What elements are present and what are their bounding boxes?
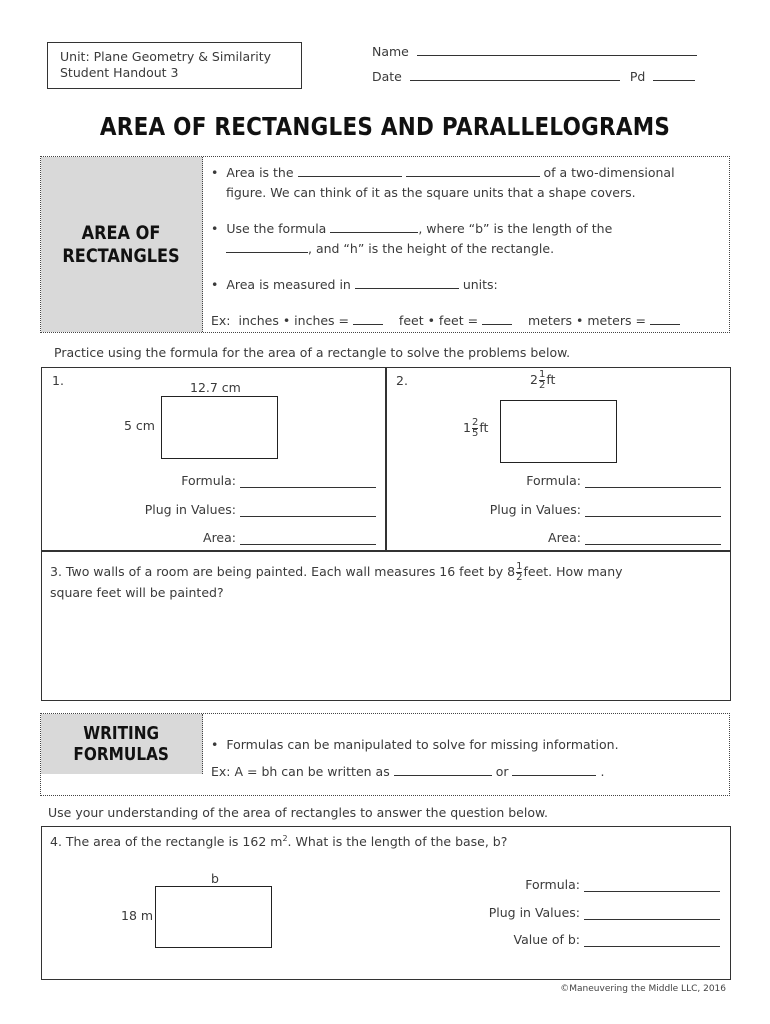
ex-feet: feet • feet =: [398, 313, 479, 328]
p2-width-den: 2: [538, 380, 546, 391]
writing-formulas-section: [40, 713, 730, 796]
bullet-units: • Area is measured in units:: [211, 277, 498, 292]
writing-example: [211, 762, 726, 782]
problem-4-plug-field[interactable]: [584, 919, 720, 920]
b3-end: units:: [462, 277, 498, 292]
problem-2-width-label: [530, 370, 555, 391]
writing-ex-or: or: [495, 764, 509, 779]
writing-label-line2: FORMULAS: [73, 744, 170, 765]
p4-text-b: . What is the length of the base, b?: [287, 834, 508, 850]
problem-4-value-field[interactable]: [584, 946, 720, 947]
p3-line2: square feet will be painted?: [50, 585, 224, 600]
p3-frac-den: 2: [516, 572, 523, 583]
p2-width-fraction: [539, 370, 545, 391]
writing-section-label: [41, 714, 203, 774]
area-of-rectangles-section: [40, 156, 730, 333]
problem-4-value-label: Value of b:: [513, 932, 580, 947]
date-field[interactable]: [410, 67, 620, 81]
units-example: [211, 311, 731, 331]
blank-sq-inches[interactable]: [353, 311, 383, 325]
problem-1-height-label: 5 cm: [124, 418, 155, 433]
area-label-line1: AREA OF: [82, 221, 161, 244]
blank-rewrite-2[interactable]: [512, 762, 596, 776]
p2-width-num: 1: [538, 369, 546, 380]
b3-start: Area is measured in: [226, 277, 351, 292]
b2-mid: , where “b” is the length of the: [418, 221, 613, 236]
problem-2-rectangle: [500, 400, 617, 463]
problem-4-formula-field[interactable]: [584, 891, 720, 892]
name-field[interactable]: [417, 42, 697, 56]
problem-4-formula-label: Formula:: [525, 877, 580, 892]
handout-line: Student Handout 3: [60, 65, 179, 80]
practice-instruction: Practice using the formula for the area of a rectangle to solve the problems below.: [54, 345, 571, 360]
name-label: Name: [372, 44, 409, 59]
copyright-footer: ©Maneuvering the Middle LLC, 2016: [560, 984, 726, 994]
p3-text-a: 3. Two walls of a room are being painted. Each wall measures 16 feet by 8: [50, 564, 516, 579]
problem-1-area-field[interactable]: [240, 544, 376, 545]
blank-rewrite-1[interactable]: [394, 762, 492, 776]
writing-ex-start: Ex: A = bh can be written as: [211, 764, 390, 779]
b2-start: Use the formula: [226, 221, 327, 236]
ex-inches: inches • inches =: [238, 313, 350, 328]
problem-2-formula-field[interactable]: [585, 487, 721, 488]
p4-text-a: 4. The area of the rectangle is 162 m: [50, 834, 283, 850]
problem-1-formula-field[interactable]: [240, 487, 376, 488]
area-section-label: [41, 157, 203, 332]
problem-2-area-field[interactable]: [585, 544, 721, 545]
problem-2-formula-label: Formula:: [526, 473, 581, 488]
ex-meters: meters • meters =: [527, 313, 646, 328]
problem-divider-horizontal: [41, 550, 731, 552]
problem-4-base-label: b: [211, 871, 219, 886]
problem-2-number: 2.: [396, 373, 408, 388]
page-title: AREA OF RECTANGLES AND PARALLELOGRAMS: [99, 112, 671, 141]
name-row: [372, 42, 697, 59]
problem-4-rectangle: [155, 886, 272, 948]
problem-2-plug-field[interactable]: [585, 516, 721, 517]
problem-1-number: 1.: [52, 373, 64, 388]
problem-4-height-label: 18 m: [121, 908, 154, 923]
understanding-instruction: Use your understanding of the area of rectangles to answer the question below.: [48, 805, 549, 820]
blank-units[interactable]: [355, 275, 459, 289]
problem-4-text: [50, 834, 507, 849]
p4-sup: 2: [282, 834, 288, 843]
bullet-area-definition: • Area is the of a two-dimensional figure. We can think of it as the square units that a shape covers.: [211, 163, 726, 203]
p3-text-b: feet. How many: [523, 564, 623, 579]
p3-fraction: [516, 562, 522, 583]
writing-label-line1: WRITING: [83, 723, 160, 744]
b1-line2: figure. We can think of it as the square units that a shape covers.: [226, 185, 636, 200]
writing-bullet-text: Formulas can be manipulated to solve for missing information.: [226, 737, 619, 752]
date-row: [372, 67, 695, 84]
blank-sq-meters[interactable]: [650, 311, 680, 325]
b2-line2: , and “h” is the height of the rectangle.: [308, 241, 555, 256]
b1-end: of a two-dimensional: [543, 165, 675, 180]
problem-3-text: [50, 562, 720, 603]
problem-1-plug-label: Plug in Values:: [144, 502, 236, 517]
blank-length[interactable]: [226, 239, 308, 253]
ex-label: Ex:: [211, 313, 231, 328]
p2-height-unit: ft: [479, 420, 489, 435]
problem-2-plug-label: Plug in Values:: [489, 502, 581, 517]
writing-bullet: • Formulas can be manipulated to solve for missing information.: [211, 737, 619, 752]
problem-1-rectangle: [161, 396, 278, 459]
blank-formula[interactable]: [330, 219, 418, 233]
blank-1b[interactable]: [406, 163, 540, 177]
p2-height-fraction: [472, 418, 478, 439]
p2-width-unit: ft: [546, 372, 556, 387]
p2-height-den: 5: [471, 428, 479, 439]
unit-info-box: [47, 42, 302, 89]
problem-1-area-label: Area:: [203, 530, 236, 545]
bullet-formula: • Use the formula , where “b” is the length of the , and “h” is the height of the rectangle.: [211, 221, 613, 256]
problem-4-plug-label: Plug in Values:: [488, 905, 580, 920]
blank-sq-feet[interactable]: [482, 311, 512, 325]
p2-width-whole: 2: [530, 372, 538, 387]
problem-2-area-label: Area:: [548, 530, 581, 545]
period-label: Pd: [629, 69, 646, 84]
writing-ex-end: .: [600, 764, 605, 779]
problem-3-work-area[interactable]: [46, 605, 726, 695]
area-label-line2: RECTANGLES: [62, 244, 181, 267]
period-field[interactable]: [653, 67, 695, 81]
problem-1-width-label: 12.7 cm: [190, 380, 241, 395]
unit-line: Unit: Plane Geometry & Similarity: [60, 49, 272, 64]
b1-start: Area is the: [226, 165, 294, 180]
p2-height-num: 2: [471, 417, 479, 428]
date-label: Date: [372, 69, 402, 84]
p2-height-whole: 1: [463, 420, 471, 435]
problem-1-plug-field[interactable]: [240, 516, 376, 517]
blank-1a[interactable]: [298, 163, 402, 177]
p3-frac-num: 1: [516, 561, 523, 572]
problem-2-height-label: [463, 418, 488, 439]
problem-1-formula-label: Formula:: [181, 473, 236, 488]
problem-divider-vertical: [385, 367, 387, 551]
